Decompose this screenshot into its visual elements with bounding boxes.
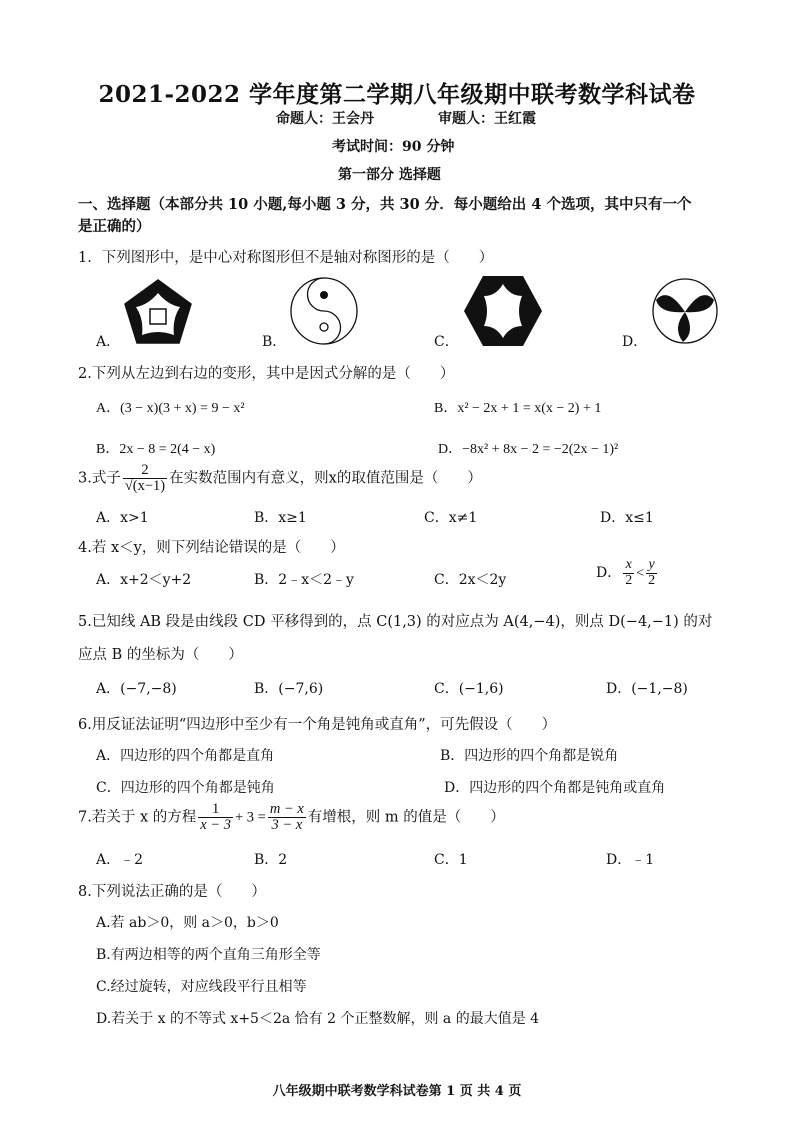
section-heading-line1: 一、选择题（本部分共 10 小题,每小题 3 分，共 30 分．每小题给出 4 个选项，其中只有一个: [78, 196, 692, 213]
q7-stem-post: 有增根，则 m 的值是（ ）: [307, 809, 505, 826]
q3-fraction: [123, 463, 167, 494]
yin-yang-icon: [288, 275, 360, 347]
q6-option-a: A．四边形的四个角都是直角: [96, 748, 275, 764]
q3-option-a: A．x>1: [96, 510, 149, 526]
question-4-stem: 4.若 x＜y，则下列结论错误的是（ ）: [78, 540, 345, 556]
q8-option-a: A.若 ab＞0，则 a＞0，b＞0: [96, 915, 279, 931]
q6-option-d: D．四边形的四个角都是钝角或直角: [444, 780, 666, 796]
section-heading-line2: 是正确的）: [78, 218, 151, 235]
q7-fraction-2: $\frac{m - x}{3 - x}$: [269, 801, 304, 834]
q1-option-c: C．: [434, 334, 459, 350]
q3-option-b: B．x≥1: [254, 510, 307, 526]
q4-option-d: [596, 558, 659, 588]
q5-option-c: C．(−1,6): [434, 681, 504, 697]
q1-option-b: B．: [262, 334, 287, 350]
setter-label: 命题人：王会丹: [276, 111, 374, 127]
question-1-stem: 1．下列图形中，是中心对称图形但不是轴对称图形的是（ ）: [78, 250, 494, 266]
q3-stem-pre: 3.式子: [78, 470, 121, 487]
q4-option-c: C．2x＜2y: [434, 572, 507, 588]
q8-option-d: D.若关于 x 的不等式 x+5＜2a 恰有 2 个正整数解，则 a 的最大值是 4: [96, 1011, 540, 1027]
q1-option-a: A．: [96, 334, 121, 350]
hexagon-star-icon: [462, 274, 544, 348]
q4-frac-y: $\frac{y}{2}$: [648, 557, 656, 588]
q2-option-d: D．−8x² + 8x − 2 = −2(2x − 1)²: [438, 442, 619, 457]
q6-option-b: B．四边形的四个角都是锐角: [440, 748, 619, 764]
q7-option-d: D．﹣1: [606, 852, 655, 868]
question-8-stem: 8.下列说法正确的是（ ）: [78, 884, 266, 900]
q4-option-d-label: D．: [596, 565, 622, 582]
q3-frac-den: √(x−1): [124, 478, 166, 495]
q2-option-a: A．(3 − x)(3 + x) = 9 − x²: [96, 401, 245, 416]
q1-option-d: D．: [622, 334, 648, 350]
q7-option-a: A．﹣2: [96, 852, 144, 868]
question-6-stem: 6.用反证法证明“四边形中至少有一个角是钝角或直角”，可先假设（ ）: [78, 717, 557, 733]
question-2-stem: 2.下列从左边到右边的变形，其中是因式分解的是（ ）: [78, 366, 455, 382]
question-5-stem-line1: 5.已知线 AB 段是由线段 CD 平移得到的，点 C(1,3) 的对应点为 A(4,−4)，则点 D(−4,−1) 的对: [78, 614, 713, 630]
q4-less-than: <: [636, 566, 645, 582]
part-heading: 第一部分 选择题: [338, 167, 441, 183]
exam-time: 考试时间：90 分钟: [332, 139, 455, 155]
q3-option-c: C．x≠1: [424, 510, 478, 526]
q3-frac-num: 2: [123, 463, 167, 479]
q8-option-c: C.经过旋转，对应线段平行且相等: [96, 979, 307, 995]
question-3-stem: [78, 463, 482, 494]
question-7-stem: [78, 802, 505, 833]
q5-option-a: A．(−7,−8): [96, 681, 177, 697]
q2-option-b: B．x² − 2x + 1 = x(x − 2) + 1: [434, 401, 602, 416]
q8-option-b: B.有两边相等的两个直角三角形全等: [96, 947, 321, 963]
q3-stem-post: 在实数范围内有意义，则x的取值范围是（ ）: [169, 470, 482, 487]
q4-frac-x: $\frac{x}{2}$: [625, 557, 633, 588]
reviewer-label: 审题人：王红霞: [438, 111, 536, 127]
q4-option-a: A．x+2＜y+2: [96, 572, 192, 588]
question-5-stem-line2: 应点 B 的坐标为（ ）: [78, 647, 243, 663]
q2-option-c: B．2x − 8 = 2(4 − x): [96, 442, 216, 457]
three-petal-circle-icon: [650, 276, 720, 346]
page-footer: 八年级期中联考数学科试卷第 1 页 共 4 页: [272, 1084, 522, 1099]
q7-option-b: B．2: [254, 852, 288, 868]
q7-mid: + 3 =: [234, 809, 266, 826]
q6-option-c: C．四边形的四个角都是钝角: [96, 780, 275, 796]
q5-option-d: D．(−1,−8): [606, 681, 688, 697]
pentagon-with-square-icon: [122, 277, 194, 347]
q7-fraction-1: $\frac{1}{x - 3}$: [200, 801, 231, 834]
q3-option-d: D．x≤1: [600, 510, 654, 526]
page-title: 2021-2022 学年度第二学期八年级期中联考数学科试卷: [98, 81, 696, 108]
q4-option-b: B．2﹣x＜2﹣y: [254, 572, 354, 588]
q7-option-c: C．1: [434, 852, 468, 868]
q5-option-b: B．(−7,6): [254, 681, 324, 697]
q7-stem-pre: 7.若关于 x 的方程: [78, 809, 197, 826]
